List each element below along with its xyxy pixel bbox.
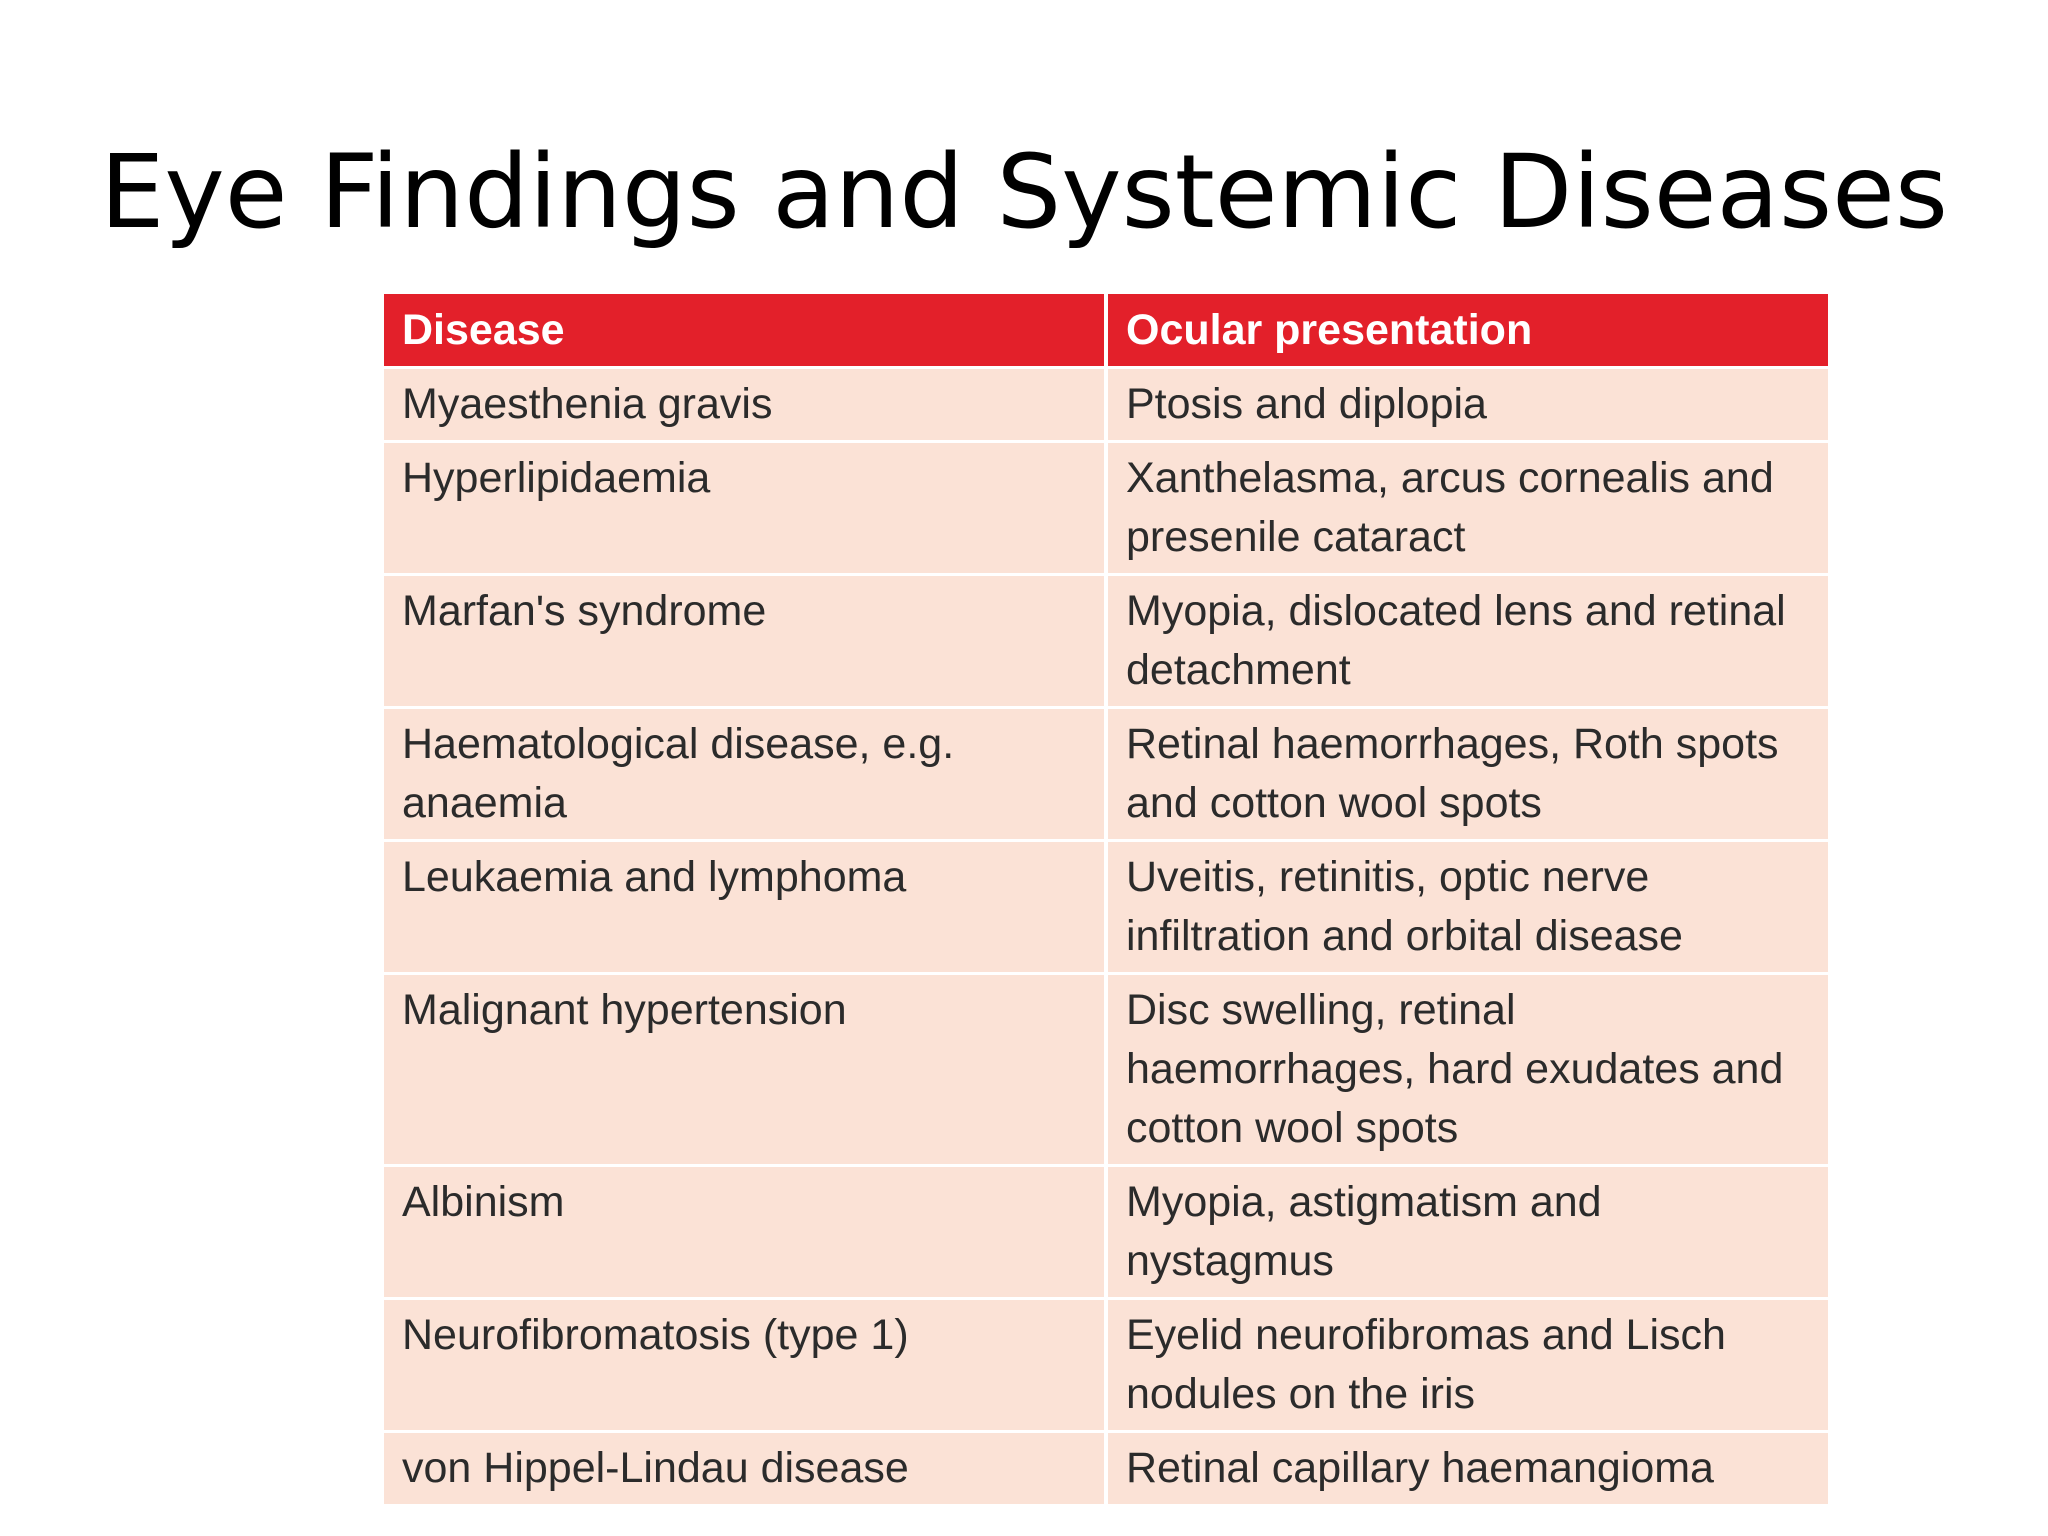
ocular-presentation-cell: Ptosis and diplopia: [1106, 368, 1828, 442]
ocular-presentation-cell: Myopia, astigmatism and nystagmus: [1106, 1166, 1828, 1299]
ocular-presentation-cell: Retinal haemorrhages, Roth spots and cotton wool spots: [1106, 708, 1828, 841]
disease-cell: Albinism: [384, 1166, 1106, 1299]
disease-cell: Haematological disease, e.g. anaemia: [384, 708, 1106, 841]
slide-title: Eye Findings and Systemic Diseases: [99, 133, 1949, 252]
disease-cell: Marfan's syndrome: [384, 575, 1106, 708]
ocular-presentation-cell: Uveitis, retinitis, optic nerve infiltration and orbital disease: [1106, 841, 1828, 974]
disease-cell: Malignant hypertension: [384, 974, 1106, 1166]
disease-cell: Neurofibromatosis (type 1): [384, 1299, 1106, 1432]
findings-table: [384, 294, 1828, 1504]
ocular-presentation-cell: Xanthelasma, arcus cornealis and presenile cataract: [1106, 442, 1828, 575]
table-row: [384, 575, 1828, 708]
ocular-presentation-cell: Disc swelling, retinal haemorrhages, hard exudates and cotton wool spots: [1106, 974, 1828, 1166]
table-row: [384, 708, 1828, 841]
table-row: [384, 974, 1828, 1166]
table-row: [384, 368, 1828, 442]
table-row: [384, 1299, 1828, 1432]
table-row: [384, 442, 1828, 575]
ocular-presentation-cell: Myopia, dislocated lens and retinal detachment: [1106, 575, 1828, 708]
table-header-row: [384, 294, 1828, 368]
column-header-disease: Disease: [384, 294, 1106, 368]
disease-cell: Leukaemia and lymphoma: [384, 841, 1106, 974]
disease-cell: Myaesthenia gravis: [384, 368, 1106, 442]
disease-cell: Hyperlipidaemia: [384, 442, 1106, 575]
table-container: [384, 294, 1828, 1504]
table-row: [384, 841, 1828, 974]
disease-cell: von Hippel-Lindau disease: [384, 1432, 1106, 1505]
column-header-ocular-presentation: Ocular presentation: [1106, 294, 1828, 368]
ocular-presentation-cell: Retinal capillary haemangioma: [1106, 1432, 1828, 1505]
table-row: [384, 1166, 1828, 1299]
table-row: [384, 1432, 1828, 1505]
ocular-presentation-cell: Eyelid neurofibromas and Lisch nodules on the iris: [1106, 1299, 1828, 1432]
